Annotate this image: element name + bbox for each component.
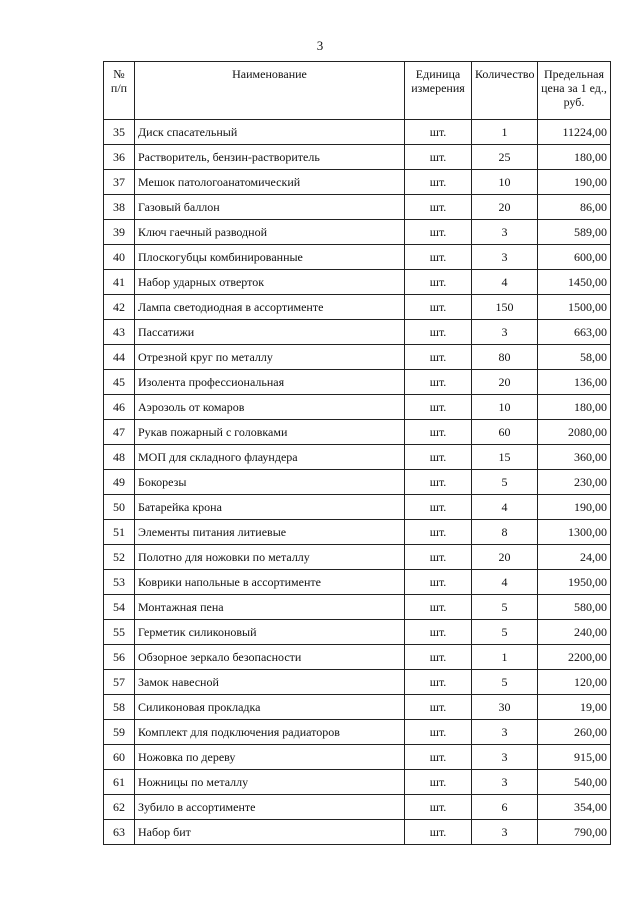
table-row xyxy=(104,770,611,795)
cell-quantity: 20 xyxy=(472,545,538,570)
cell-number: 61 xyxy=(104,770,135,795)
cell-number: 37 xyxy=(104,170,135,195)
cell-name: Герметик силиконовый xyxy=(135,620,405,645)
cell-quantity: 4 xyxy=(472,495,538,520)
table-row xyxy=(104,295,611,320)
cell-number: 45 xyxy=(104,370,135,395)
cell-unit: шт. xyxy=(405,620,472,645)
header-row xyxy=(104,62,611,120)
cell-quantity: 15 xyxy=(472,445,538,470)
cell-quantity: 6 xyxy=(472,795,538,820)
cell-name: Монтажная пена xyxy=(135,595,405,620)
cell-quantity: 10 xyxy=(472,170,538,195)
table-row xyxy=(104,195,611,220)
cell-number: 51 xyxy=(104,520,135,545)
header-quantity: Количество xyxy=(472,62,538,120)
cell-name: Набор ударных отверток xyxy=(135,270,405,295)
cell-number: 47 xyxy=(104,420,135,445)
cell-name: Рукав пожарный с головками xyxy=(135,420,405,445)
cell-price: 190,00 xyxy=(538,170,611,195)
cell-unit: шт. xyxy=(405,770,472,795)
table-row xyxy=(104,545,611,570)
cell-unit: шт. xyxy=(405,445,472,470)
cell-number: 54 xyxy=(104,595,135,620)
cell-unit: шт. xyxy=(405,795,472,820)
table-row xyxy=(104,245,611,270)
cell-quantity: 8 xyxy=(472,520,538,545)
table-row xyxy=(104,470,611,495)
cell-quantity: 1 xyxy=(472,645,538,670)
cell-number: 36 xyxy=(104,145,135,170)
table-row xyxy=(104,795,611,820)
cell-name: Мешок патологоанатомический xyxy=(135,170,405,195)
cell-number: 49 xyxy=(104,470,135,495)
cell-name: Ножницы по металлу xyxy=(135,770,405,795)
cell-price: 2080,00 xyxy=(538,420,611,445)
cell-unit: шт. xyxy=(405,820,472,845)
cell-unit: шт. xyxy=(405,720,472,745)
cell-name: Бокорезы xyxy=(135,470,405,495)
table-row xyxy=(104,395,611,420)
table-row xyxy=(104,345,611,370)
cell-name: Комплект для подключения радиаторов xyxy=(135,720,405,745)
cell-quantity: 1 xyxy=(472,120,538,145)
table-row xyxy=(104,120,611,145)
cell-price: 260,00 xyxy=(538,720,611,745)
cell-price: 86,00 xyxy=(538,195,611,220)
cell-price: 1500,00 xyxy=(538,295,611,320)
cell-price: 663,00 xyxy=(538,320,611,345)
cell-quantity: 60 xyxy=(472,420,538,445)
table-body xyxy=(104,120,611,845)
cell-name: Замок навесной xyxy=(135,670,405,695)
cell-unit: шт. xyxy=(405,495,472,520)
cell-quantity: 10 xyxy=(472,395,538,420)
cell-number: 56 xyxy=(104,645,135,670)
table-row xyxy=(104,270,611,295)
cell-unit: шт. xyxy=(405,270,472,295)
cell-price: 580,00 xyxy=(538,595,611,620)
cell-name: Ключ гаечный разводной xyxy=(135,220,405,245)
cell-price: 540,00 xyxy=(538,770,611,795)
cell-unit: шт. xyxy=(405,595,472,620)
cell-unit: шт. xyxy=(405,295,472,320)
cell-unit: шт. xyxy=(405,395,472,420)
table-row xyxy=(104,695,611,720)
cell-unit: шт. xyxy=(405,195,472,220)
cell-unit: шт. xyxy=(405,645,472,670)
cell-name: Набор бит xyxy=(135,820,405,845)
cell-price: 120,00 xyxy=(538,670,611,695)
cell-number: 60 xyxy=(104,745,135,770)
cell-quantity: 5 xyxy=(472,670,538,695)
cell-price: 190,00 xyxy=(538,495,611,520)
cell-unit: шт. xyxy=(405,170,472,195)
cell-name: Лампа светодиодная в ассортименте xyxy=(135,295,405,320)
cell-name: Отрезной круг по металлу xyxy=(135,345,405,370)
cell-unit: шт. xyxy=(405,120,472,145)
cell-name: Аэрозоль от комаров xyxy=(135,395,405,420)
cell-unit: шт. xyxy=(405,220,472,245)
cell-quantity: 20 xyxy=(472,195,538,220)
cell-price: 2200,00 xyxy=(538,645,611,670)
table-header xyxy=(104,62,611,120)
cell-price: 19,00 xyxy=(538,695,611,720)
price-table xyxy=(103,61,611,845)
cell-number: 41 xyxy=(104,270,135,295)
cell-quantity: 25 xyxy=(472,145,538,170)
cell-unit: шт. xyxy=(405,745,472,770)
cell-number: 46 xyxy=(104,395,135,420)
header-price: Предельная цена за 1 ед., руб. xyxy=(538,62,611,120)
table-row xyxy=(104,570,611,595)
cell-price: 24,00 xyxy=(538,545,611,570)
cell-price: 180,00 xyxy=(538,395,611,420)
table-row xyxy=(104,745,611,770)
cell-quantity: 3 xyxy=(472,745,538,770)
cell-name: Обзорное зеркало безопасности xyxy=(135,645,405,670)
cell-price: 11224,00 xyxy=(538,120,611,145)
cell-name: Растворитель, бензин-растворитель xyxy=(135,145,405,170)
cell-number: 59 xyxy=(104,720,135,745)
cell-price: 360,00 xyxy=(538,445,611,470)
cell-number: 57 xyxy=(104,670,135,695)
table-row xyxy=(104,820,611,845)
cell-quantity: 4 xyxy=(472,270,538,295)
table-row xyxy=(104,620,611,645)
cell-name: Коврики напольные в ассортименте xyxy=(135,570,405,595)
table-row xyxy=(104,520,611,545)
table-row xyxy=(104,170,611,195)
table-row xyxy=(104,720,611,745)
cell-name: Силиконовая прокладка xyxy=(135,695,405,720)
cell-number: 40 xyxy=(104,245,135,270)
cell-quantity: 3 xyxy=(472,820,538,845)
table-row xyxy=(104,420,611,445)
cell-price: 1300,00 xyxy=(538,520,611,545)
cell-price: 915,00 xyxy=(538,745,611,770)
cell-unit: шт. xyxy=(405,345,472,370)
cell-quantity: 30 xyxy=(472,695,538,720)
cell-name: Полотно для ножовки по металлу xyxy=(135,545,405,570)
page-number: 3 xyxy=(316,38,324,53)
table-row xyxy=(104,220,611,245)
header-name: Наименование xyxy=(135,62,405,120)
cell-price: 58,00 xyxy=(538,345,611,370)
cell-quantity: 3 xyxy=(472,245,538,270)
cell-unit: шт. xyxy=(405,420,472,445)
cell-name: Ножовка по дереву xyxy=(135,745,405,770)
cell-quantity: 3 xyxy=(472,720,538,745)
cell-unit: шт. xyxy=(405,695,472,720)
cell-quantity: 3 xyxy=(472,770,538,795)
cell-quantity: 5 xyxy=(472,620,538,645)
cell-price: 600,00 xyxy=(538,245,611,270)
cell-quantity: 150 xyxy=(472,295,538,320)
cell-name: Элементы питания литиевые xyxy=(135,520,405,545)
cell-quantity: 5 xyxy=(472,595,538,620)
cell-quantity: 4 xyxy=(472,570,538,595)
table-row xyxy=(104,645,611,670)
cell-number: 52 xyxy=(104,545,135,570)
cell-price: 230,00 xyxy=(538,470,611,495)
table-row xyxy=(104,670,611,695)
cell-quantity: 20 xyxy=(472,370,538,395)
cell-quantity: 3 xyxy=(472,320,538,345)
cell-number: 39 xyxy=(104,220,135,245)
cell-unit: шт. xyxy=(405,145,472,170)
cell-price: 240,00 xyxy=(538,620,611,645)
cell-unit: шт. xyxy=(405,245,472,270)
cell-price: 1450,00 xyxy=(538,270,611,295)
cell-unit: шт. xyxy=(405,670,472,695)
table-row xyxy=(104,495,611,520)
cell-unit: шт. xyxy=(405,320,472,345)
cell-price: 136,00 xyxy=(538,370,611,395)
cell-number: 63 xyxy=(104,820,135,845)
cell-number: 42 xyxy=(104,295,135,320)
cell-number: 58 xyxy=(104,695,135,720)
cell-name: Диск спасательный xyxy=(135,120,405,145)
cell-unit: шт. xyxy=(405,545,472,570)
cell-price: 1950,00 xyxy=(538,570,611,595)
cell-quantity: 5 xyxy=(472,470,538,495)
cell-name: Изолента профессиональная xyxy=(135,370,405,395)
cell-unit: шт. xyxy=(405,520,472,545)
table-row xyxy=(104,595,611,620)
cell-number: 55 xyxy=(104,620,135,645)
cell-number: 62 xyxy=(104,795,135,820)
cell-number: 53 xyxy=(104,570,135,595)
cell-name: Пассатижи xyxy=(135,320,405,345)
cell-price: 354,00 xyxy=(538,795,611,820)
cell-unit: шт. xyxy=(405,470,472,495)
table-row xyxy=(104,445,611,470)
cell-name: МОП для складного флаундера xyxy=(135,445,405,470)
cell-name: Батарейка крона xyxy=(135,495,405,520)
cell-number: 35 xyxy=(104,120,135,145)
cell-unit: шт. xyxy=(405,570,472,595)
cell-name: Плоскогубцы комбинированные xyxy=(135,245,405,270)
cell-number: 38 xyxy=(104,195,135,220)
table-row xyxy=(104,320,611,345)
cell-price: 180,00 xyxy=(538,145,611,170)
cell-name: Газовый баллон xyxy=(135,195,405,220)
cell-quantity: 80 xyxy=(472,345,538,370)
cell-price: 589,00 xyxy=(538,220,611,245)
cell-unit: шт. xyxy=(405,370,472,395)
cell-number: 48 xyxy=(104,445,135,470)
cell-quantity: 3 xyxy=(472,220,538,245)
table-row xyxy=(104,370,611,395)
cell-number: 43 xyxy=(104,320,135,345)
cell-number: 50 xyxy=(104,495,135,520)
header-unit: Единица измерения xyxy=(405,62,472,120)
table-row xyxy=(104,145,611,170)
cell-price: 790,00 xyxy=(538,820,611,845)
cell-number: 44 xyxy=(104,345,135,370)
cell-name: Зубило в ассортименте xyxy=(135,795,405,820)
header-number: № п/п xyxy=(104,62,135,120)
